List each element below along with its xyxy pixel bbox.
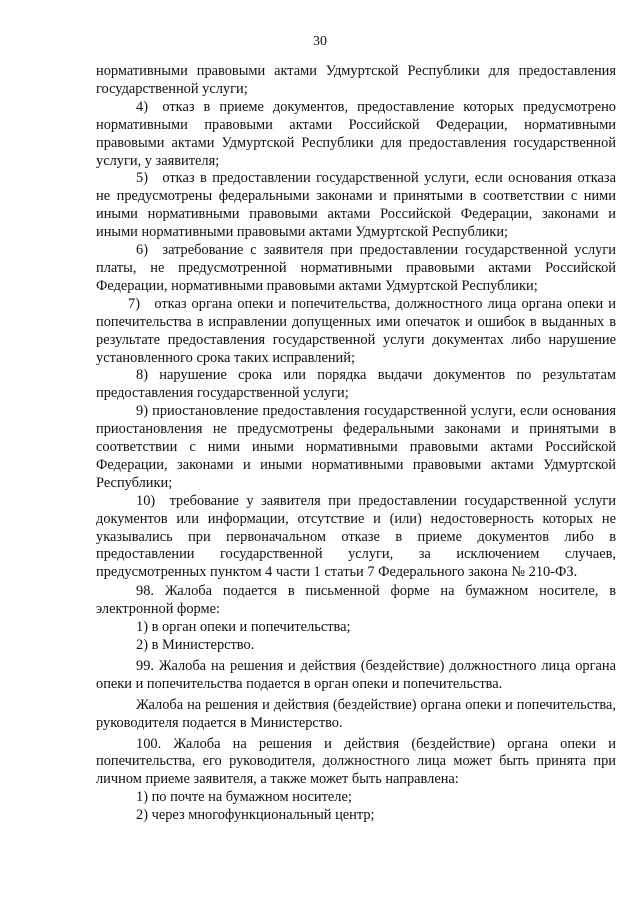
- list-item-8: 8) нарушение срока или порядка выдачи документов по результатам предоставления государственной услуги;: [96, 367, 616, 402]
- page-number: 30: [313, 34, 327, 49]
- list-item-4: 4) отказ в приеме документов, предоставление которых предусмотрено нормативными правовыми актами Российской Федерации, нормативными правовыми актами Удмуртской Республики для предоставления государственной услуги, у заявителя;: [96, 98, 616, 169]
- clause-98-item-2: 2) в Министерство.: [136, 637, 255, 653]
- list-item-6: 6) затребование с заявителя при предоставлении государственной услуги платы, не предусмотренной нормативными правовыми актами Российской Федерации, нормативными правовыми актами Удмуртской Республики;: [96, 242, 616, 294]
- paragraph-continuation: нормативными правовыми актами Удмуртской Республики для предоставления государственной услуги;: [96, 63, 616, 97]
- list-item-7: 7) отказ органа опеки и попечительства, должностного лица органа опеки и попечительства в исправлении допущенных ими опечаток и ошибок в выданных в результате предоставления государственной услуги документах либо нарушение установленного срока таких исправлений;: [96, 295, 616, 366]
- clause-100-item-1: 1) по почте на бумажном носителе;: [136, 789, 352, 806]
- clause-98-item-1: 1) в орган опеки и попечительства;: [136, 619, 351, 636]
- list-item-9: 9) приостановление предоставления государственной услуги, если основания приостановления не предусмотрены федеральными законами и принятыми в соответствии с ними иными нормативными правовыми актами Российской Федерации, законами и иными нормативными правовыми актами Удмуртской Республики;: [96, 403, 616, 491]
- clause-99-continuation: Жалоба на решения и действия (бездействие) органа опеки и попечительства, руководителя подается в Министерство.: [96, 696, 616, 731]
- document-body: [96, 63, 616, 825]
- list-item-5: 5) отказ в предоставлении государственной услуги, если основания отказа не предусмотрены федеральными законами и принятыми в соответствии с ними иными нормативными правовыми актами Российской Федерации, законами и иными нормативными правовыми актами Удмуртской Республики;: [96, 170, 616, 241]
- clause-98: 98. Жалоба подается в письменной форме на бумажном носителе, в электронной форме:: [96, 583, 616, 618]
- clause-100: 100. Жалоба на решения и действия (бездействие) органа опеки и попечительства, его руководителя, должностного лица может быть принята при личном приеме заявителя, а также может быть направлена:: [96, 735, 616, 788]
- clause-100-item-2: 2) через многофункциональный центр;: [136, 807, 375, 824]
- clause-99: 99. Жалоба на решения и действия (бездействие) должностного лица органа опеки и попечительства подается в орган опеки и попечительства.: [96, 657, 616, 692]
- list-item-10: 10) требование у заявителя при предоставлении государственной услуги документов или информации, отсутствие и (или) недостоверность которых не указывались при первоначальном отказе в приеме документов либо в предоставлении государственной услуги, за исключением случаев, предусмотренных пунктом 4 части 1 статьи 7 Федерального закона № 210-ФЗ.: [96, 492, 616, 581]
